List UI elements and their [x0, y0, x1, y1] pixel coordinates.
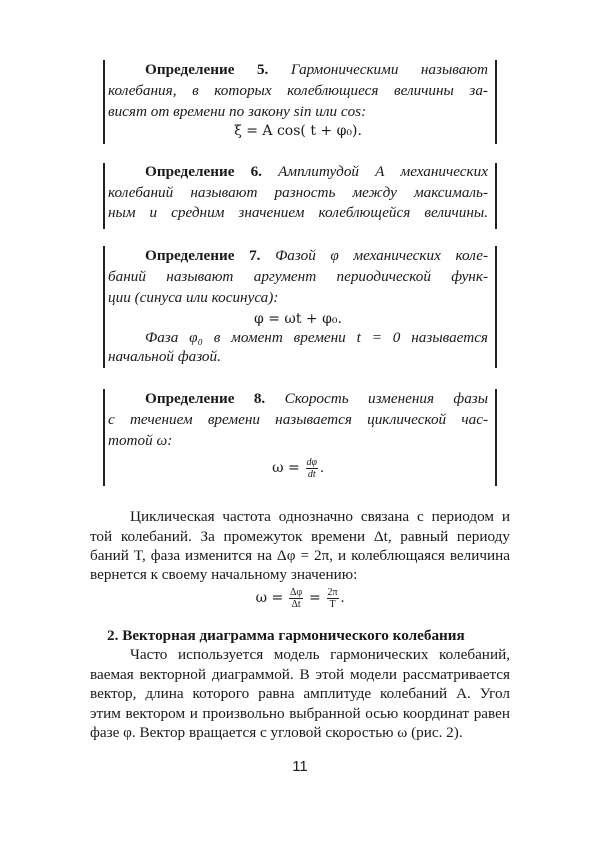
definition-line: [108, 410, 488, 430]
paragraph-line: баний T, фаза изменится на Δφ = 2π, и колеблющаяся величина: [90, 547, 510, 564]
formula-lhs: ω =: [255, 590, 284, 606]
box-border-right: [495, 246, 497, 368]
definition-text: с течением времени называется циклической час-: [108, 411, 488, 428]
denominator: dt: [307, 469, 316, 481]
section-heading: 2. Векторная диаграмма гармонического колебания: [107, 627, 465, 644]
page-number: 11: [292, 758, 308, 775]
definition-text: Фаза φ₀ в момент времени t = 0 называется: [145, 329, 488, 346]
definition-text: начальной фазой.: [108, 348, 221, 365]
formula-end: .: [340, 589, 345, 606]
definition-text: тотой ω:: [108, 432, 173, 449]
paragraph-line: этим вектором и произвольно выбранной осью координат равен: [90, 705, 510, 722]
definition-text: висят от времени по закону sin или cos:: [108, 103, 367, 120]
definition-text: баний называют аргумент периодической функ-: [108, 268, 488, 285]
definition-label: Определение 8.: [145, 390, 285, 407]
numerator: 2π: [327, 587, 338, 599]
box-border-right: [495, 60, 497, 144]
paragraph-line: ваемая векторной диаграммой. В этой модели рассматривается: [90, 666, 510, 683]
formula-lhs: ω =: [272, 460, 300, 476]
paragraph-line: вектор, длина которого равна амплитуде колебаний А. Угол: [90, 685, 510, 702]
formula-end: .: [320, 459, 324, 476]
definition-line: [145, 328, 488, 348]
definition-line: [145, 246, 488, 266]
definition-label: Определение 5.: [145, 61, 291, 78]
definition-line: [108, 347, 488, 367]
box-border-left: [103, 389, 105, 486]
formula-cyclic-frequency: [108, 456, 488, 480]
fraction: [289, 587, 303, 610]
definition-line: [108, 203, 488, 223]
definition-formula: ξ = A cos( t + φ₀).: [234, 123, 362, 139]
definition-line: [108, 81, 488, 101]
fraction: [327, 587, 339, 610]
definition-label: Определение 6.: [145, 163, 279, 180]
fraction: [306, 457, 319, 480]
definition-text: Гармоническими называют: [290, 61, 488, 78]
equals: =: [309, 590, 321, 606]
box-border-right: [495, 389, 497, 486]
definition-line: [145, 389, 488, 409]
definition-label: Определение 7.: [145, 247, 276, 264]
box-border-left: [103, 163, 105, 229]
definition-text: Амплитудой А механических: [278, 163, 488, 180]
numerator: dφ: [306, 457, 318, 469]
definition-text: Скорость изменения фазы: [284, 390, 488, 407]
paragraph-line: Циклическая частота однозначно связана с периодом и: [130, 508, 510, 525]
paragraph-line: той колебаний. За промежуток времени Δt, равный периоду: [90, 528, 510, 545]
definition-line: [108, 102, 488, 122]
definition-line: [145, 60, 488, 80]
box-border-left: [103, 60, 105, 144]
definition-line: [145, 162, 488, 182]
definition-line: [108, 288, 488, 308]
definition-text: ции (синуса или косинуса):: [108, 289, 279, 306]
definition-text: ным и средним значением колеблющейся величины.: [108, 204, 488, 221]
definition-text: колебаний называют разность между максималь-: [108, 184, 488, 201]
definition-formula: φ = ωt + φ₀.: [254, 311, 342, 327]
formula-omega-period: [90, 586, 510, 610]
box-border-left: [103, 246, 105, 368]
definition-line: [108, 183, 488, 203]
definition-text: Фазой φ механических коле-: [275, 247, 488, 264]
box-border-right: [495, 163, 497, 229]
denominator: Δt: [291, 599, 301, 611]
denominator: T: [329, 599, 336, 611]
definition-line: [108, 267, 488, 287]
paragraph-line: фазе φ. Вектор вращается с угловой скоростью ω (рис. 2).: [90, 724, 463, 741]
paragraph-line: Часто используется модель гармонических колебаний,: [130, 646, 510, 663]
paragraph-line: вернется к своему начальному значению:: [90, 566, 358, 583]
definition-line: [108, 431, 488, 451]
numerator: Δφ: [290, 587, 303, 599]
definition-text: колебания, в которых колеблющиеся величины за-: [108, 82, 488, 99]
